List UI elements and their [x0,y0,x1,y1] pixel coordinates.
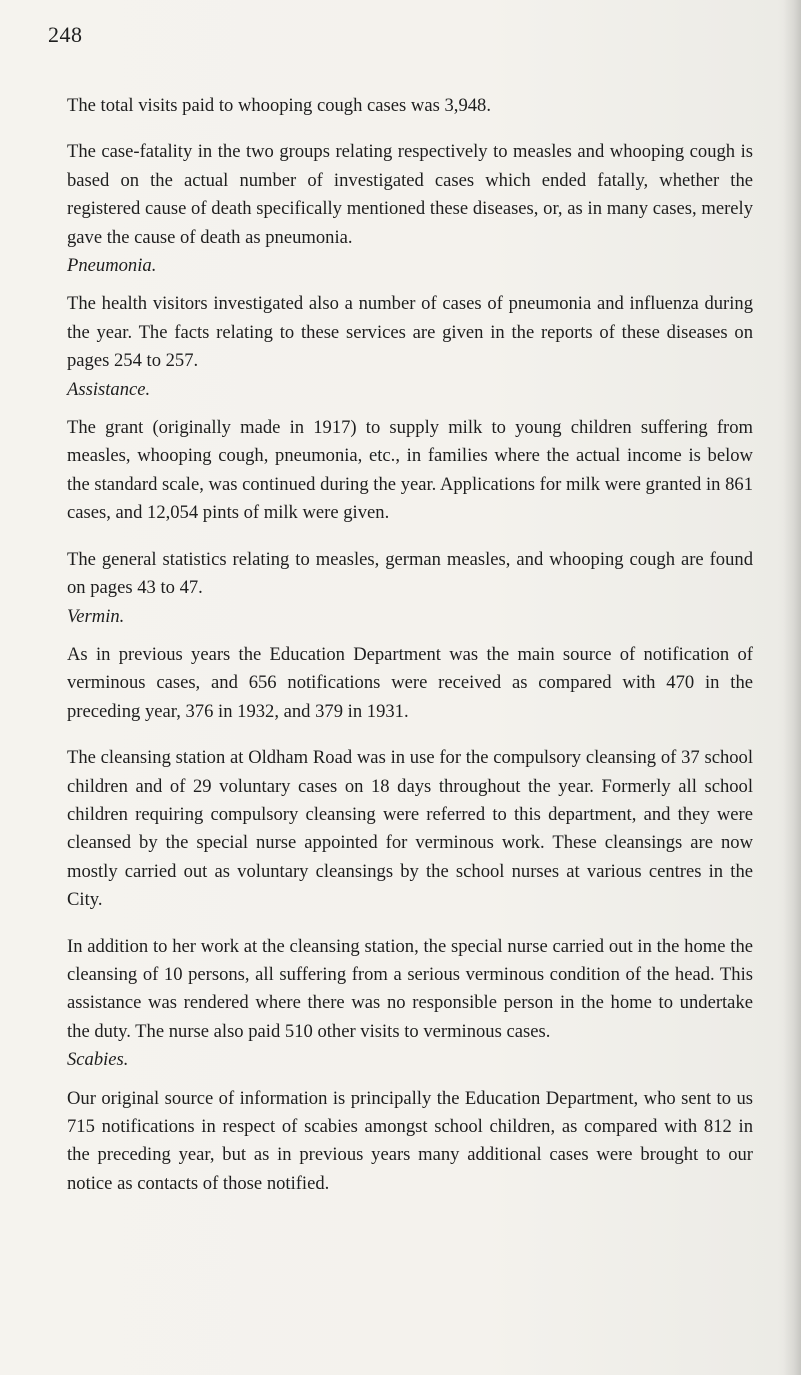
paragraph-special-nurse: In addition to her work at the cleansing station, the special nurse carried out in the home the cleansing of 10 persons, all suffering from a serious verminous condition of the head. This assistance was rendered where there was no responsible person in the home to undertake the duty. The nurse also paid 510 other visits to verminous cases. [67,935,753,1042]
heading-scabies: Scabies. [67,1049,129,1071]
page-number: 248 [48,22,83,47]
page-edge-shadow [783,0,801,1375]
paragraph-milk-grant: The grant (originally made in 1917) to supply milk to young children suffering from measles, whooping cough, pneumonia, etc., in families where the actual income is below the standard scale, was continued during the year. Applications for milk were granted in 861 cases, and 12,054 pints of milk were given. [67,417,753,524]
heading-assistance: Assistance. [67,378,151,400]
heading-pneumonia: Pneumonia. [67,255,157,277]
paragraph-verminous-notifications: As in previous years the Education Department was the main source of notification of verminous cases, and 656 notifications were received as compared with 470 in the preceding year, 376 in 1932, and 379 in 1931. [67,643,753,722]
paragraph-case-fatality: The case-fatality in the two groups relating respectively to measles and whooping cough is based on the actual number of investigated cases which ended fatally, whether the registered cause of death specifically mentioned these diseases, or, as in many cases, merely gave the cause of death as pneumonia. [67,141,753,248]
paragraph-scabies: Our original source of information is principally the Education Department, who sent to us 715 notifications in respect of scabies amongst school children, as compared with 812 in the preceding year, but as in previous years many additional cases were brought to our notice as contacts of those notified. [67,1087,753,1194]
paragraph-whooping-cough-visits: The total visits paid to whooping cough cases was 3,948. [67,95,491,116]
paragraph-cleansing-station: The cleansing station at Oldham Road was in use for the compulsory cleansing of 37 school children and of 29 voluntary cases on 18 days throughout the year. Formerly all school children requiring compulsory cleansing were referred to this department, and they were cleansed by the special nurse appointed for verminous work. These cleansings are now mostly carried out as voluntary cleansings by the school nurses at various centres in the City. [67,747,753,911]
paragraph-pneumonia: The health visitors investigated also a number of cases of pneumonia and influenza during the year. The facts relating to these services are given in the reports of these diseases on pages 254 to 257. [67,293,753,372]
heading-vermin: Vermin. [67,605,125,627]
paragraph-general-statistics: The general statistics relating to measles, german measles, and whooping cough are found on pages 43 to 47. [67,548,753,599]
page-body [67,92,753,1198]
